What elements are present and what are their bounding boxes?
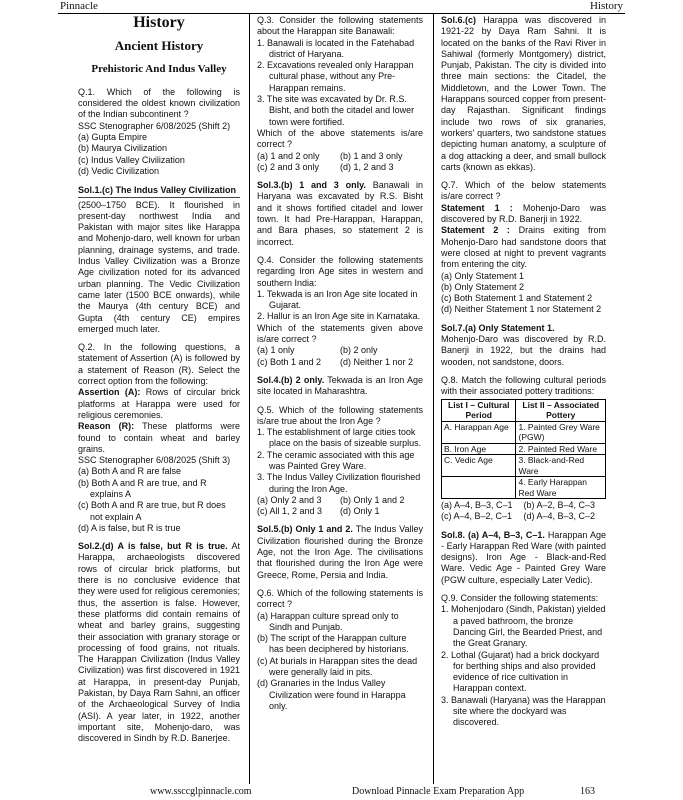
q4-option: (c) Both 1 and 2 <box>257 356 322 367</box>
q5-option: (a) Only 2 and 3 <box>257 494 322 505</box>
q2-option: (d) A is false, but R is true <box>78 522 181 533</box>
q8-option: (c) A–4, B–2, C–1 <box>441 511 513 522</box>
column-3 <box>441 15 606 729</box>
q2-assertion-label: Assertion (A): <box>78 387 141 398</box>
match-cell: C. Vedic Age <box>442 455 516 477</box>
sol1-head: Sol.1.(c) The Indus Valley Civilization <box>78 185 240 197</box>
q4-statement: 1. Tekwada is an Iron Age site located in Gujarat. <box>257 288 418 311</box>
q6-text: Q.6. Which of the following statements is correct ? <box>257 587 423 610</box>
q3-statement: 2. Excavations revealed only Harappan cultural phase, without any Pre-Harappan remains. <box>257 60 414 93</box>
column-divider-2 <box>433 14 434 784</box>
q6-option: (b) The script of the Harappan culture has been deciphered by historians. <box>257 633 409 655</box>
q1-option: (c) Indus Valley Civilization <box>78 154 185 165</box>
q7-s2-label: Statement 2 : <box>441 225 510 236</box>
q2-assertion: Rows of circular brick platforms at Harappa were used for religious ceremonies. <box>78 387 240 420</box>
q3-option: (c) 2 and 3 only <box>257 161 320 172</box>
q5-statement: 1. The establishment of large cities took place on the basis of sizeable surplus. <box>257 427 422 449</box>
q9-statement: 2. Lothal (Gujarat) had a brick dockyard for berthing ships and also provided evidence of rice cultivation in Harappan context. <box>441 649 600 694</box>
q5-option: (c) All 1, 2 and 3 <box>257 506 323 517</box>
q3-prompt: Which of the above statements is/are correct ? <box>257 127 423 150</box>
column-1 <box>78 15 240 745</box>
q3-statement: 3. The site was excavated by Dr. R.S. Bisht, and both the citadel and lower town were fortified. <box>257 94 415 127</box>
q2-option: (c) Both A and R are true, but R does not explain A <box>78 500 226 522</box>
match-cell: 4. Early Harappan Red Ware <box>516 477 606 499</box>
q7-s1: Mohenjo-Daro was discovered by R.D. Banerji in 1922. <box>441 202 606 225</box>
q8-text: Q.8. Match the following cultural periods with their associated pottery traditions: <box>441 374 606 397</box>
q8-option: (d) A–4, B–3, C–2 <box>523 511 596 522</box>
q1-option: (a) Gupta Empire <box>78 132 148 143</box>
q2-text: Q.2. In the following questions, a statement of Assertion (A) is followed by a statement of Reason (R). Select the correct option from the following: <box>78 342 240 387</box>
sol3-head: Sol.3.(b) 1 and 3 only. <box>257 180 366 191</box>
q4-option: (b) 2 only <box>340 345 378 356</box>
q6-option: (d) Granaries in the Indus Valley Civilization were found in Harappa only. <box>257 678 406 711</box>
q2-reason-label: Reason (R): <box>78 421 135 432</box>
q9-statement: 1. Mohenjodaro (Sindh, Pakistan) yielded a paved bathroom, the bronze Dancing Girl, the Bearded Priest, and the Great Granary. <box>441 604 606 649</box>
match-table <box>441 399 606 500</box>
match-header-list2: List II – Associated Pottery <box>516 399 606 421</box>
subject-title: History <box>133 14 185 31</box>
q5-statement: 2. The ceramic associated with this age was Painted Grey Ware. <box>257 449 415 471</box>
sol8-head: Sol.8. (a) A–4, B–3, C–1. <box>441 529 545 540</box>
sol4-head: Sol.4.(b) 2 only. <box>257 374 325 385</box>
header-right: History <box>590 0 623 12</box>
sol4-body: Tekwada is an Iron Age site located in Maharashtra. <box>257 374 424 397</box>
section-title: Ancient History <box>114 38 204 54</box>
match-header-list1: List I – Cultural Period <box>442 399 516 421</box>
q9-text: Q.9. Consider the following statements: <box>441 593 599 604</box>
q7-option: (d) Neither Statement 1 nor Statement 2 <box>441 304 602 315</box>
q3-option: (b) 1 and 3 only <box>340 150 403 161</box>
q5-option: (b) Only 1 and 2 <box>340 494 405 505</box>
q7-s2: Drains exiting from Mohenjo-Daro had sandstone doors that were closed at night to prevent vagrants from entering the city. <box>441 225 606 270</box>
q2-reason: These platforms were found to contain wheat and barley grains. <box>78 421 240 454</box>
sol2-head: Sol.2.(d) A is false, but R is true. <box>78 541 228 552</box>
q4-option: (d) Neither 1 nor 2 <box>340 356 414 367</box>
match-cell: 2. Painted Red Ware <box>516 443 606 455</box>
sol7-head: Sol.7.(a) Only Statement 1. <box>441 322 555 333</box>
page-number: 163 <box>580 786 595 797</box>
q3-option: (d) 1, 2 and 3 <box>340 161 394 172</box>
sol8-body: Harappan Age - Early Harappan Red Ware (with painted designs). Iron Age - Black-and-Red Ware. Vedic Age - Painted Grey Ware (PGW culture, especially Later Vedic). <box>441 529 606 585</box>
q3-text: Q.3. Consider the following statements about the Harappan site Banawali: <box>257 15 423 37</box>
q1-option: (b) Maurya Civilization <box>78 143 168 154</box>
topic-title: Prehistoric And Indus Valley <box>91 62 227 75</box>
footer-app[interactable]: Download Pinnacle Exam Preparation App <box>352 786 525 797</box>
q4-option: (a) 1 only <box>257 345 295 356</box>
sol7-body: Mohenjo-Daro was discovered by R.D. Banerji in 1922, but the drains had wooden, not sandstone, doors. <box>441 334 606 367</box>
q3-statement: 1. Banawali is located in the Fatehabad district of Haryana. <box>257 37 415 59</box>
match-cell <box>442 477 516 499</box>
match-cell: 1. Painted Grey Ware (PGW) <box>516 421 606 443</box>
q7-text: Q.7. Which of the below statements is/are correct ? <box>441 180 606 202</box>
match-cell: 3. Black-and-Red Ware <box>516 455 606 477</box>
q1-option: (d) Vedic Civilization <box>78 165 160 176</box>
q8-option: (b) A–2, B–4, C–3 <box>523 500 596 510</box>
sol3-body: Banawali in Haryana was excavated by R.S. Bisht and it shows fortified citadel and lower town. It had Pre-Harappan, Harappan, and Bara phases, so statement 2 is incorrect. <box>257 180 423 247</box>
q6-option: (c) At burials in Harappan sites the dead were generally laid in pits. <box>257 655 418 678</box>
q1-source: SSC Stenographer 6/08/2025 (Shift 2) <box>78 120 231 131</box>
sol5-body: The Indus Valley Civilization flourished during the Bronze Age, not the Iron Age. The civilisations that flourished during the Iron Age were Greece, Rome, Persia and India. <box>257 524 423 580</box>
q1-text: Q.1. Which of the following is considered the oldest known civilization of the Indian subcontinent ? <box>78 86 240 120</box>
match-cell: A. Harappan Age <box>442 421 516 443</box>
q5-text: Q.5. Which of the following statements is/are true about the Iron Age ? <box>257 404 423 426</box>
q9-statement: 3. Banawali (Haryana) was the Harappan site where the dockyard was discovered. <box>441 694 606 728</box>
header-left: Pinnacle <box>60 0 98 12</box>
column-2 <box>257 15 423 712</box>
sol5-head: Sol.5.(b) Only 1 and 2. <box>257 524 353 535</box>
q7-option: (b) Only Statement 2 <box>441 281 525 292</box>
footer-website[interactable]: www.ssccglpinnacle.com <box>150 786 252 797</box>
sol6-body: Harappa was discovered in 1921-22 by Daya Ram Sahni. It is located on the banks of the Ravi River in Sahiwal (formerly Montgomery) district, Punjab, Pakistan. The city is divided into three main sections: the Citadel, the Middletown, and the Lower Town. The Harappans sourced copper from present-day Rajasthan. Significant findings include two rows of six granaries, workers' quarters, two sandstone statues depicting human anatomy, a sculpture of a dog attacking a deer, and small bullock carts (known as ekkas). <box>441 15 606 172</box>
q4-prompt: Which of the statements given above is/are correct ? <box>257 322 423 345</box>
page-header <box>0 0 683 14</box>
q2-source: SSC Stenographer 6/08/2025 (Shift 3) <box>78 455 231 466</box>
q2-option: (a) Both A and R are false <box>78 466 182 477</box>
sol2-body: At Harappa, archaeologists discovered rows of circular brick platforms, but there is no conclusive evidence that they were used for religious ceremonies; thus, the assertion is false. However, these platforms did contain remains of wheat and barley grains, suggesting their association with granary storage or processing of food grains, not rituals. The Harappan Civilization (Indus Valley Civilization) was first discovered in 1921 at Harappa, in present-day Punjab, Pakistan, by Daya Ram Sahni, an officer of the Archaeological Survey of India (ASI). A year later, in 1922, another important site, Mohenjo-daro, was discovered in Sindh by R.D. Banerjee. <box>78 541 240 744</box>
q2-option: (b) Both A and R are true, and R explains A <box>78 477 207 499</box>
q5-statement: 3. The Indus Valley Civilization flourished during the Iron Age. <box>257 472 421 494</box>
q3-option: (a) 1 and 2 only <box>257 150 320 161</box>
q7-s1-label: Statement 1 : <box>441 202 513 213</box>
q7-option: (a) Only Statement 1 <box>441 270 525 281</box>
q4-statement: 2. Hallur is an Iron Age site in Karnataka. <box>257 311 421 322</box>
column-divider-1 <box>249 14 250 784</box>
match-cell: B. Iron Age <box>442 443 516 455</box>
q4-text: Q.4. Consider the following statements regarding Iron Age sites in western and southern India: <box>257 254 423 288</box>
q5-option: (d) Only 1 <box>340 506 380 517</box>
q6-option: (a) Harappan culture spread only to Sindh and Punjab. <box>257 610 399 632</box>
q8-option: (a) A–4, B–3, C–1 <box>441 500 513 510</box>
q7-option: (c) Both Statement 1 and Statement 2 <box>441 293 593 304</box>
sol6-head: Sol.6.(c) <box>441 15 477 25</box>
sol1-body: (2500–1750 BCE). It flourished in present-day northwest India and Pakistan with major sites like Harappa and Mohenjo-daro, well known for urban planning, drainage systems, and trade. Indus Valley Civilization was a Bronze Age civilization noted for its advanced urban planning. The Vedic Civilization came later (1500 BCE onwards), while the Maurya (4th century BCE) and Gupta (4th century CE) empires emerged much later. <box>78 199 240 334</box>
